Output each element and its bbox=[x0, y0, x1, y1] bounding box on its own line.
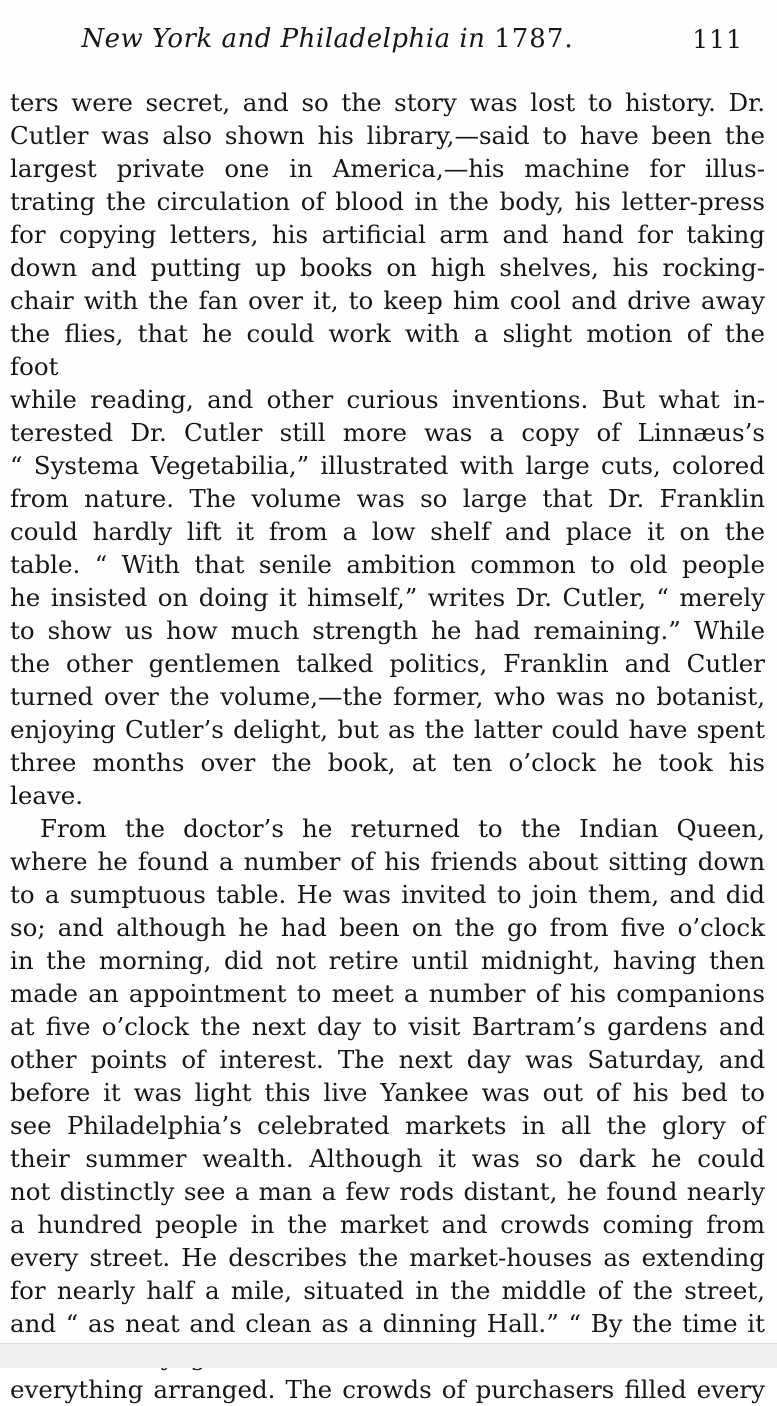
text-line: in the morning, did not retire until midnight, having then bbox=[10, 946, 765, 975]
text-line: see Philadelphia’s celebrated markets in all the glory of bbox=[10, 1111, 765, 1140]
text-line: not distinctly see a man a few rods distant, he found nearly bbox=[10, 1177, 765, 1206]
text-line: for nearly half a mile, situated in the middle of the street, bbox=[10, 1276, 765, 1305]
text-line: ters were secret, and so the story was lost to history. Dr. bbox=[10, 88, 765, 117]
text-line: three months over the book, at ten o’clock he took his leave. bbox=[10, 748, 765, 810]
text-line: made an appointment to meet a number of his companions bbox=[10, 979, 765, 1008]
text-line: “ Systema Vegetabilia,” illustrated with large cuts, colored bbox=[10, 451, 765, 480]
text-line: down and putting up books on high shelves, his rocking- bbox=[10, 253, 765, 282]
paragraph bbox=[10, 812, 765, 1406]
text-line: table. “ With that senile ambition common to old people bbox=[10, 550, 765, 579]
text-line: the other gentlemen talked politics, Franklin and Cutler bbox=[10, 649, 765, 678]
text-line: so; and although he had been on the go from five o’clock bbox=[10, 913, 765, 942]
text-line: the flies, that he could work with a slight motion of the foot bbox=[10, 319, 765, 381]
text-line: other points of interest. The next day was Saturday, and bbox=[10, 1045, 765, 1074]
text-line: turned over the volume,—the former, who was no botanist, bbox=[10, 682, 765, 711]
running-header bbox=[10, 24, 765, 64]
text-line: he insisted on doing it himself,” writes Dr. Cutler, “ merely bbox=[10, 583, 765, 612]
text-line: terested Dr. Cutler still more was a copy of Linnæus’s bbox=[10, 418, 765, 447]
text-line: chair with the fan over it, to keep him cool and drive away bbox=[10, 286, 765, 315]
page-title-year: 1787. bbox=[494, 24, 574, 54]
page-text bbox=[10, 86, 765, 1406]
text-line: while reading, and other curious inventions. But what in- bbox=[10, 385, 765, 414]
page-number: 111 bbox=[692, 25, 743, 54]
text-line: at five o’clock the next day to visit Bartram’s gardens and bbox=[10, 1012, 765, 1041]
text-line: to a sumptuous table. He was invited to join them, and did bbox=[10, 880, 765, 909]
text-line: their summer wealth. Although it was so dark he could bbox=[10, 1144, 765, 1173]
text-line: everything arranged. The crowds of purchasers filled every bbox=[10, 1375, 765, 1404]
page-edge-shadow bbox=[0, 1343, 777, 1368]
text-line: trating the circulation of blood in the body, his letter-press bbox=[10, 187, 765, 216]
text-line: a hundred people in the market and crowds coming from bbox=[10, 1210, 765, 1239]
text-line: largest private one in America,—his machine for illus- bbox=[10, 154, 765, 183]
text-line: Cutler was also shown his library,—said to have been the bbox=[10, 121, 765, 150]
text-line: where he found a number of his friends about sitting down bbox=[10, 847, 765, 876]
text-line: From the doctor’s he returned to the Indian Queen, bbox=[40, 814, 765, 843]
text-line: could hardly lift it from a low shelf and place it on the bbox=[10, 517, 765, 546]
text-line: every street. He describes the market-houses as extending bbox=[10, 1243, 765, 1272]
text-line: and “ as neat and clean as a dinning Hall.” “ By the time it bbox=[10, 1309, 765, 1338]
paragraph bbox=[10, 86, 765, 812]
text-line: from nature. The volume was so large that Dr. Franklin bbox=[10, 484, 765, 513]
page-title-italic: New York and Philadelphia in bbox=[81, 24, 486, 54]
text-line: before it was light this live Yankee was out of his bed to bbox=[10, 1078, 765, 1107]
text-line: for copying letters, his artificial arm and hand for taking bbox=[10, 220, 765, 249]
text-line: enjoying Cutler’s delight, but as the latter could have spent bbox=[10, 715, 765, 744]
page-title bbox=[10, 24, 645, 54]
text-line: to show us how much strength he had remaining.” While bbox=[10, 616, 765, 645]
